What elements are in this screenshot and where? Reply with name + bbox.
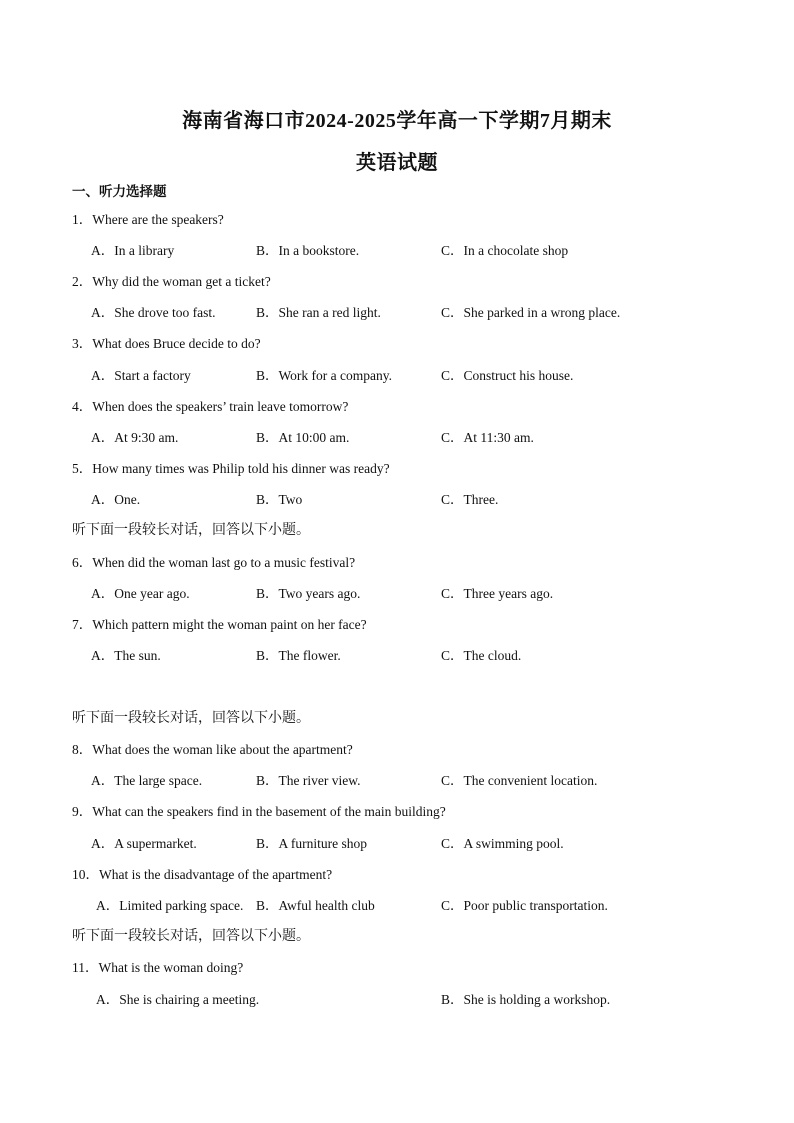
option-c: C．The cloud. (441, 648, 522, 663)
option-b: B．Two (256, 492, 303, 507)
group-instruction: 听下面一段较长对话，回答以下小题。 (72, 929, 310, 944)
option-a: A．The large space. (91, 773, 203, 788)
option-a: A．One. (91, 492, 141, 507)
option-a: A．In a library (91, 243, 175, 258)
option-a: A．The sun. (91, 648, 161, 663)
option-c: C．In a chocolate shop (441, 243, 569, 258)
option-b: B．She is holding a workshop. (441, 992, 611, 1007)
question-stem: 3．What does Bruce decide to do? (72, 336, 261, 351)
option-c: C．The convenient location. (441, 773, 598, 788)
exam-title: 海南省海口市2024-2025学年高一下学期7月期末 (182, 110, 612, 132)
question-stem: 9．What can the speakers find in the basement of the main building? (72, 804, 446, 819)
question-stem: 4．When does the speakers’ train leave tomorrow? (72, 399, 349, 414)
option-c: C．At 11:30 am. (441, 430, 534, 445)
option-b: B．Two years ago. (256, 586, 361, 601)
option-a: A．She is chairing a meeting. (96, 992, 260, 1007)
option-c: C．Three. (441, 492, 499, 507)
option-b: B．The river view. (256, 773, 361, 788)
exam-subject-title: 英语试题 (356, 152, 438, 174)
option-c: C．She parked in a wrong place. (441, 305, 621, 320)
question-stem: 2．Why did the woman get a ticket? (72, 274, 271, 289)
group-instruction: 听下面一段较长对话，回答以下小题。 (72, 523, 310, 538)
question-stem: 1．Where are the speakers? (72, 212, 224, 227)
question-stem: 6．When did the woman last go to a music festival? (72, 555, 356, 570)
option-c: C．Construct his house. (441, 368, 574, 383)
option-c: C．Poor public transportation. (441, 898, 608, 913)
option-a: A．She drove too fast. (91, 305, 216, 320)
option-b: B．Awful health club (256, 898, 375, 913)
section-heading-listening: 一、听力选择题 (72, 184, 167, 199)
option-c: C．A swimming pool. (441, 836, 564, 851)
question-stem: 8．What does the woman like about the apartment? (72, 742, 353, 757)
option-b: B．She ran a red light. (256, 305, 381, 320)
option-a: A．Start a factory (91, 368, 191, 383)
option-b: B．At 10:00 am. (256, 430, 350, 445)
question-stem: 10．What is the disadvantage of the apartment? (72, 867, 333, 882)
option-b: B．Work for a company. (256, 368, 393, 383)
option-a: A．Limited parking space. (96, 898, 244, 913)
option-c: C．Three years ago. (441, 586, 554, 601)
option-a: A．At 9:30 am. (91, 430, 179, 445)
option-a: A．One year ago. (91, 586, 190, 601)
option-b: B．The flower. (256, 648, 341, 663)
question-stem: 5．How many times was Philip told his dinner was ready? (72, 461, 390, 476)
question-stem: 7．Which pattern might the woman paint on her face? (72, 617, 367, 632)
option-b: B．In a bookstore. (256, 243, 360, 258)
option-b: B．A furniture shop (256, 836, 367, 851)
option-a: A．A supermarket. (91, 836, 197, 851)
question-stem: 11．What is the woman doing? (72, 960, 244, 975)
group-instruction: 听下面一段较长对话，回答以下小题。 (72, 711, 310, 726)
